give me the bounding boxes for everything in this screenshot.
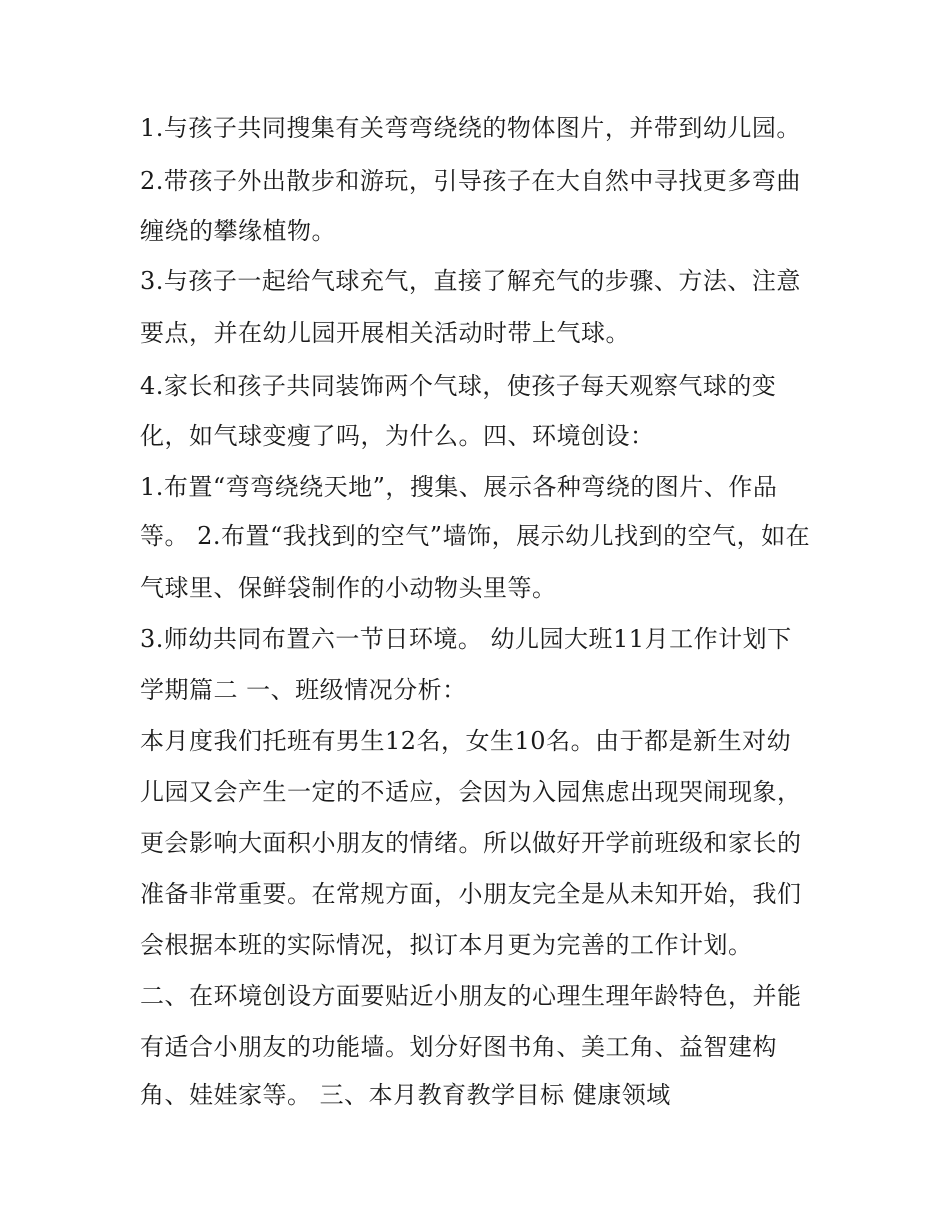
text-line: 2.带孩子外出散步和游玩，引导孩子在大自然中寻找更多弯曲 <box>140 167 801 195</box>
text-line: 角、娃娃家等。 三、本月教育教学目标 健康领域 <box>140 1081 671 1109</box>
text-line: 二、在环境创设方面要贴近小朋友的心理生理年龄特色，并能 <box>140 982 802 1010</box>
text-line: 有适合小朋友的功能墙。划分好图书角、美工角、益智建构 <box>140 1033 777 1061</box>
text-line: 要点，并在幼儿园开展相关活动时带上气球。 <box>140 319 630 347</box>
text-line: 1.与孩子共同搜集有关弯弯绕绕的物体图片，并带到幼儿园。 <box>140 114 801 142</box>
text-line: 会根据本班的实际情况，拟订本月更为完善的工作计划。 <box>140 931 753 959</box>
text-line: 更会影响大面积小朋友的情绪。所以做好开学前班级和家长的 <box>140 829 802 857</box>
text-line: 准备非常重要。在常规方面，小朋友完全是从未知开始，我们 <box>140 880 802 908</box>
text-line: 气球里、保鲜袋制作的小动物头里等。 <box>140 574 557 602</box>
text-line: 儿园又会产生一定的不适应，会因为入园焦虑出现哭闹现象， <box>140 778 802 806</box>
text-line: 化，如气球变瘦了吗，为什么。四、环境创设： <box>140 422 655 450</box>
text-line: 缠绕的攀缘植物。 <box>140 217 336 245</box>
text-line: 本月度我们托班有男生12名，女生10名。由于都是新生对幼 <box>140 727 792 755</box>
text-line: 3.师幼共同布置六一节日环境。 幼儿园大班11月工作计划下 <box>140 625 792 653</box>
text-line: 4.家长和孩子共同装饰两个气球，使孩子每天观察气球的变 <box>140 372 777 400</box>
text-line: 学期篇二 一、班级情况分析： <box>140 676 467 704</box>
text-line: 等。 2.布置“我找到的空气”墙饰，展示幼儿找到的空气，如在 <box>140 522 811 550</box>
text-line: 1.布置“弯弯绕绕天地”，搜集、展示各种弯绕的图片、作品 <box>140 473 778 501</box>
text-line: 3.与孩子一起给气球充气，直接了解充气的步骤、方法、注意 <box>140 267 801 295</box>
